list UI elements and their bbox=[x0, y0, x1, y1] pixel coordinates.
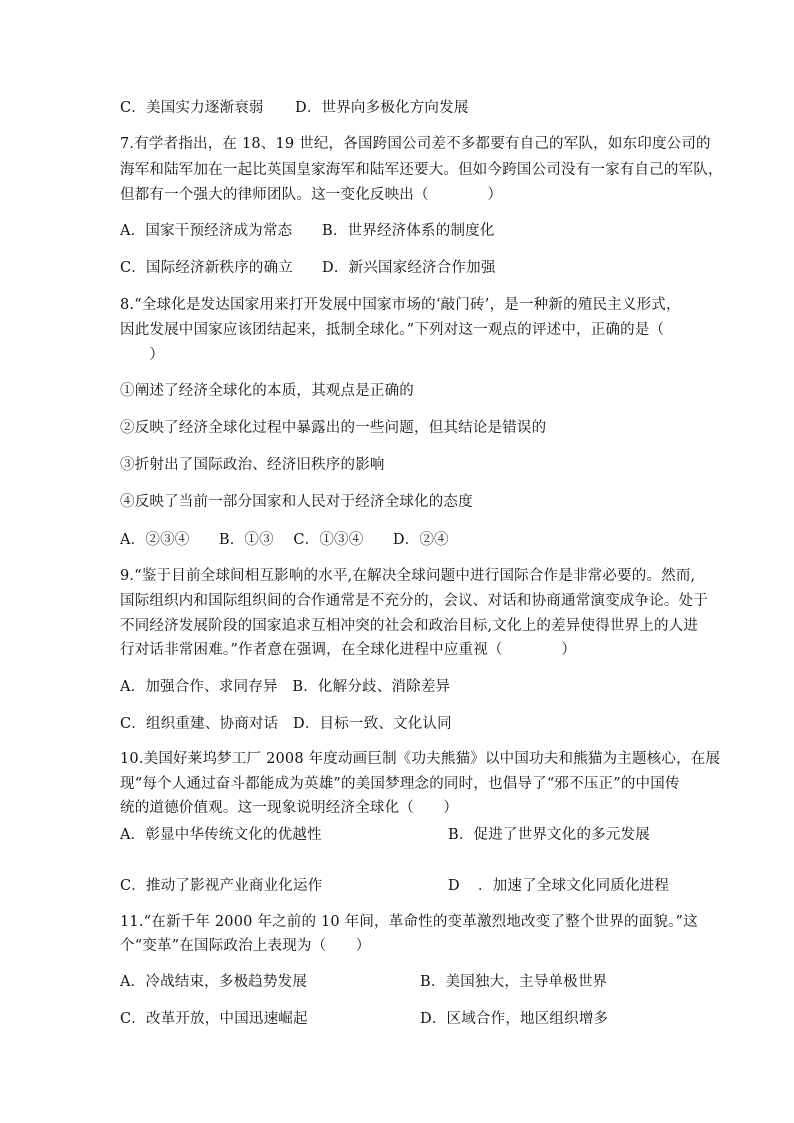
q8-stem-line-3: ） bbox=[120, 347, 165, 363]
q7-option-b: B．世界经济体系的制度化 bbox=[322, 223, 495, 239]
q8-item-4: ④反映了当前一部分国家和人民对于经济全球化的态度 bbox=[120, 494, 473, 510]
q10-stem-line-2: 现“每个人通过奋斗都能成为英雄”的美国梦理念的同时，也倡导了“邪不压正”的中国传 bbox=[120, 776, 680, 792]
q6-option-c: C．美国实力逐渐衰弱 bbox=[120, 100, 264, 116]
q10-stem-line-1: 10.美国好莱坞梦工厂 2008 年度动画巨制《功夫熊猫》以中国功夫和熊猫为主题核心，在展 bbox=[120, 751, 721, 767]
q10-option-d-letter: D bbox=[448, 878, 460, 894]
q8-options: A．②③④ B．①③ C．①③④ D．②④ bbox=[120, 532, 449, 548]
q7-stem-line-2: 海军和陆军加在一起比英国皇家海军和陆军还要大。但如今跨国公司没有一家有自己的军队， bbox=[120, 162, 723, 178]
q9-stem-line-2: 国际组织内和国际组织间的合作通常是不充分的，会议、对话和协商通常演变成争论。处于 bbox=[120, 593, 708, 609]
q9-options-row-1: A．加强合作、求同存异 B．化解分歧、消除差异 bbox=[120, 679, 451, 695]
q11-option-d: D．区域合作，地区组织增多 bbox=[420, 1011, 609, 1027]
q6-option-d: D．世界向多极化方向发展 bbox=[295, 100, 469, 116]
q8-stem-line-2: 因此发展中国家应该团结起来，抵制全球化。”下列对这一观点的评述中，正确的是（ bbox=[120, 322, 665, 338]
q9-stem-line-4: 行对话非常困难。”作者意在强调，在全球化进程中应重视（ ） bbox=[120, 642, 577, 658]
q7-option-c: C．国际经济新秩序的确立 bbox=[120, 260, 293, 276]
q8-item-3: ③折射出了国际政治、经济旧秩序的影响 bbox=[120, 457, 385, 473]
q10-option-a: A．彰显中华传统文化的优越性 bbox=[120, 827, 322, 843]
q9-options-row-2: C．组织重建、协商对话 D．目标一致、文化认同 bbox=[120, 716, 452, 732]
q9-stem-line-1: 9.“鉴于目前全球间相互影响的水平,在解决全球问题中进行国际合作是非常必要的。然而, bbox=[120, 568, 696, 584]
q10-option-b: B．促进了世界文化的多元发展 bbox=[448, 827, 650, 843]
q10-option-d-text: ．加速了全球文化同质化进程 bbox=[478, 878, 670, 894]
q8-item-2: ②反映了经济全球化过程中暴露出的一些问题，但其结论是错误的 bbox=[120, 420, 547, 436]
q11-stem-line-1: 11.“在新千年 2000 年之前的 10 年间，革命性的变革激烈地改变了整个世界的面貌。”这 bbox=[120, 914, 698, 930]
q11-option-b: B．美国独大，主导单极世界 bbox=[420, 974, 608, 990]
q10-stem-line-3: 统的道德价值观。这一现象说明经济全球化（ ） bbox=[120, 800, 459, 816]
q8-item-1: ①阐述了经济全球化的本质，其观点是正确的 bbox=[120, 383, 414, 399]
q11-option-c: C．改革开放，中国迅速崛起 bbox=[120, 1011, 308, 1027]
q10-option-c: C．推动了影视产业商业化运作 bbox=[120, 878, 323, 894]
q7-stem-line-1: 7.有学者指出，在 18、19 世纪，各国跨国公司差不多都要有自己的军队，如东印度公司的 bbox=[120, 136, 711, 152]
q7-option-d: D．新兴国家经济合作加强 bbox=[322, 260, 496, 276]
q11-stem-line-2: 个“变革”在国际政治上表现为（ ） bbox=[120, 938, 371, 954]
q7-stem-line-3: 但都有一个强大的律师团队。这一变化反映出（ ） bbox=[120, 187, 503, 203]
q9-stem-line-3: 不同经济发展阶段的国家追求互相冲突的社会和政治目标,文化上的差异使得世界上的人进 bbox=[120, 618, 699, 634]
q8-stem-line-1: 8.“全球化是发达国家用来打开发展中国家市场的‘敲门砖’，是一种新的殖民主义形式， bbox=[120, 297, 681, 313]
q7-option-a: A．国家干预经济成为常态 bbox=[120, 223, 293, 239]
q11-option-a: A．冷战结束，多极趋势发展 bbox=[120, 974, 308, 990]
